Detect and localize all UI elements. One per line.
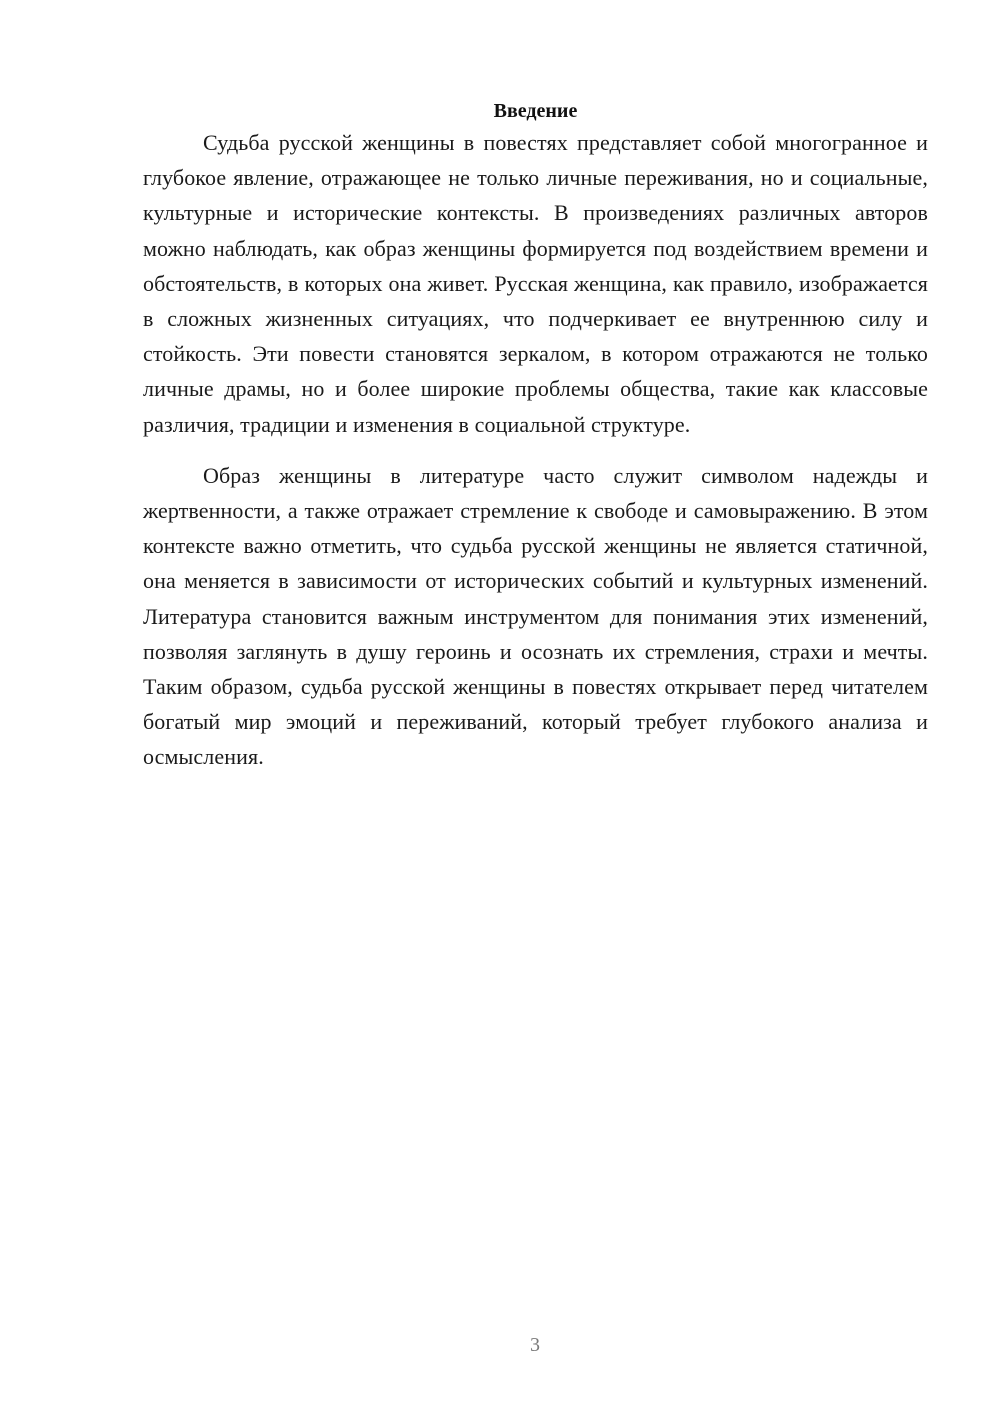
section-heading: Введение — [493, 100, 578, 122]
page-number: 3 — [530, 1334, 540, 1356]
page-content — [143, 95, 928, 775]
paragraph-1: Судьба русской женщины в повестях представляет собой многогранное и глубокое явление, отражающее не только личные переживания, но и социальные, культурные и исторические контексты. В произведениях различных авторов можно наблюдать, как образ женщины формируется под воздействием времени и обстоятельств, в которых она живет. Русская женщина, как правило, изображается в сложных жизненных ситуациях, что подчеркивает ее внутреннюю силу и стойкость. Эти повести становятся зеркалом, в котором отражаются не только личные драмы, но и более широкие проблемы общества, такие как классовые различия, традиции и изменения в социальной структуре. — [143, 130, 928, 437]
paragraph-2: Образ женщины в литературе часто служит символом надежды и жертвенности, а также отражает стремление к свободе и самовыражению. В этом контексте важно отметить, что судьба русской женщины не является статичной, она меняется в зависимости от исторических событий и культурных изменений. Литература становится важным инструментом для понимания этих изменений, позволяя заглянуть в душу героинь и осознать их стремления, страхи и мечты. Таким образом, судьба русской женщины в повестях открывает перед читателем богатый мир эмоций и переживаний, который требует глубокого анализа и осмысления. — [143, 462, 928, 770]
